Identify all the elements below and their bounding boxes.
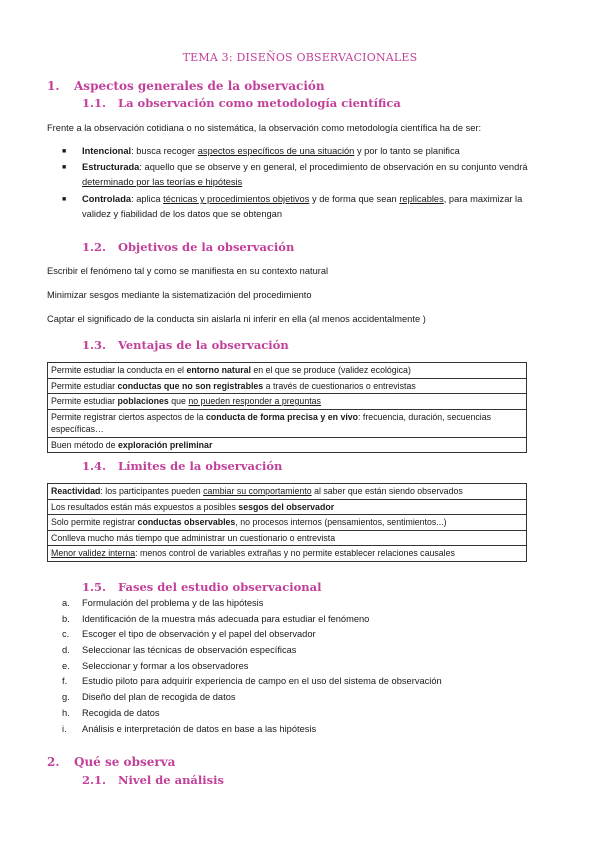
section-2-heading: 2. Qué se observa	[47, 755, 176, 769]
bullet-icon: ■	[62, 164, 67, 171]
table-row: Permite registrar ciertos aspectos de la conducta de forma precisa y en vivo: frecuencia, duración, secuencias específicas…	[48, 409, 527, 437]
section-1-4-heading: 1.4. Límites de la observación	[82, 459, 283, 473]
table-row: Menor validez interna: menos control de variables extrañas y no permite establecer relaciones causales	[48, 546, 527, 562]
objective-item: Escribir el fenómeno tal y como se manifiesta en su contexto natural	[47, 266, 329, 276]
table-row: Permite estudiar poblaciones que no pueden responder a preguntas	[48, 394, 527, 410]
section-1-5-heading: 1.5. Fases del estudio observacional	[82, 580, 322, 594]
document-title: TEMA 3: DISEÑOS OBSERVACIONALES	[182, 51, 418, 64]
section-1-heading: 1. Aspectos generales de la observación	[47, 79, 325, 93]
bullet-icon: ■	[62, 148, 67, 155]
table-row: Reactividad: los participantes pueden cambiar su comportamiento al saber que están siendo observados	[48, 484, 527, 500]
objective-item: Minimizar sesgos mediante la sistematización del procedimiento	[47, 290, 312, 300]
document-page: TEMA 3: DISEÑOS OBSERVACIONALES 1. Aspectos generales de la observación 1.1. La observación como metodología científica Frente a la observación cotidiana o no sistemática, la observación como metodología científica ha de ser: ■ Intencional: busca recoger aspectos específicos de una situación y por lo tanto se planifica ■ Estructurada: aquello que se observe y en general, el procedimiento de observación en su conjunto vendrá determinado por las teorías e hipótesis ■ Controlada: aplica técnicas y procedimientos objetivos y de forma que sean replicables, para maximizar la validez y fiabilidad de los datos que se obtengan 1.2. Objetivos de la observación Escribir el fenómeno tal y como se manifiesta en su contexto natural Minimizar sesgos mediante la sistematización del procedimiento Captar el significado de la conducta sin aislarla ni inferir en ella (al menos accidentalmente ) 1.3. Ventajas de la observación Permite estudiar la conducta en el entorno natural en el que se produce (validez ecológica) Permite estudiar conductas que no son registrables a través de cuestionarios o entrevistas Permite estudiar poblaciones que no pueden responder a preguntas Permite registrar ciertos aspectos de la conducta de forma precisa y en vivo: frecuencia, duración, secuencias específicas… Buen método de exploración preliminar 1.4. Límites de la observación Reactividad: los participantes pueden cambiar su comportamiento al saber que están siendo observados Los resultados están más expuestos a posibles sesgos del observador Solo permite registrar conductas observables, no procesos internos (pensamientos, sentimientos...) Conlleva mucho más tiempo que administrar un cuestionario o entrevista Menor validez interna: menos control de variables extrañas y no permite establecer relaciones causales 1.5. Fases del estudio observacional a. Formulación del problema y de las hipótesis b. Identificación de la muestra más adecuada para estudiar el fenómeno c. Escoger el tipo de observación y el papel del observador d. Seleccionar las técnicas de observación específicas e. Seleccionar y formar a los observadores f. Estudio piloto para adquirir experiencia de campo en el uso del sistema de observación g. Diseño del plan de recogida de datos h. Recogida de datos i. Análisis e interpretación de datos en base a las hipótesis 2. Qué se observa 2.1. Nivel de análisis	[0, 0, 600, 848]
table-row: Buen método de exploración preliminar	[48, 437, 527, 453]
intro-paragraph: Frente a la observación cotidiana o no sistemática, la observación como metodología científica ha de ser:	[47, 123, 482, 133]
advantages-table	[47, 362, 527, 453]
table-row: Permite estudiar conductas que no son registrables a través de cuestionarios o entrevistas	[48, 378, 527, 394]
section-1-1-heading: 1.1. La observación como metodología científica	[82, 96, 401, 110]
section-1-3-heading: 1.3. Ventajas de la observación	[82, 338, 289, 352]
limits-table	[47, 483, 527, 562]
table-row: Permite estudiar la conducta en el entorno natural en el que se produce (validez ecológica)	[48, 363, 527, 379]
table-row: Solo permite registrar conductas observables, no procesos internos (pensamientos, sentimientos...)	[48, 515, 527, 531]
section-2-1-heading: 2.1. Nivel de análisis	[82, 773, 224, 787]
objective-item: Captar el significado de la conducta sin aislarla ni inferir en ella (al menos accidentalmente )	[47, 314, 426, 324]
bullet-icon: ■	[62, 196, 67, 203]
section-1-2-heading: 1.2. Objetivos de la observación	[82, 240, 295, 254]
table-row: Los resultados están más expuestos a posibles sesgos del observador	[48, 499, 527, 515]
table-row: Conlleva mucho más tiempo que administrar un cuestionario o entrevista	[48, 530, 527, 546]
